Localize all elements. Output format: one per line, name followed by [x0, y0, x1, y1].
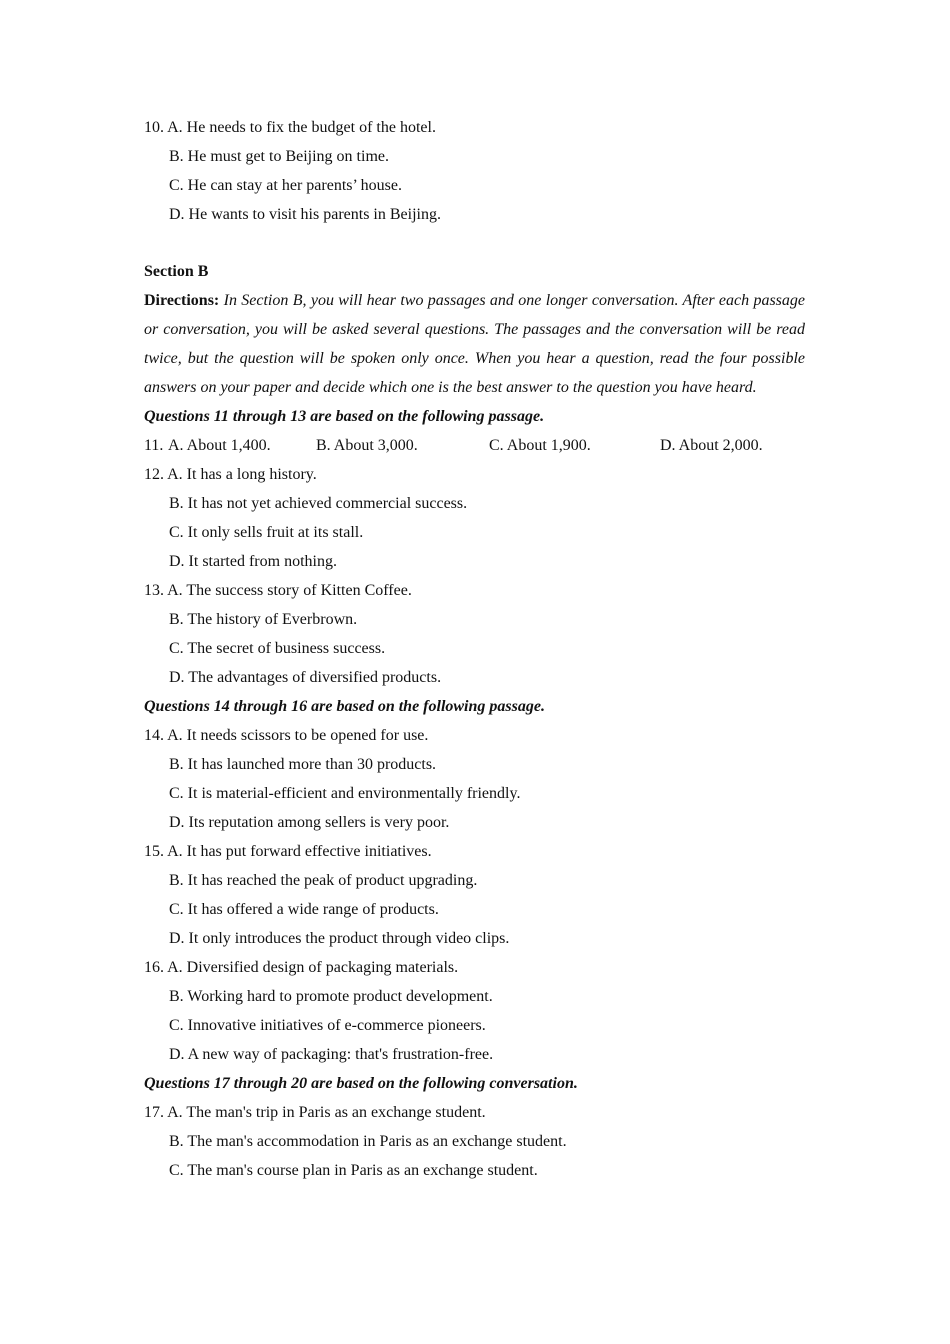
option-c: C. It is material-efficient and environmentally friendly.: [169, 785, 521, 802]
question-15: [144, 837, 805, 953]
option-d: D. The advantages of diversified products.: [169, 669, 442, 686]
option-d: D. It only introduces the product through video clips.: [169, 930, 510, 947]
directions-paragraph: [144, 286, 805, 402]
option-b: B. The man's accommodation in Paris as an exchange student.: [169, 1133, 567, 1150]
option-b: B. Working hard to promote product development.: [169, 988, 493, 1005]
option-a: A. It needs scissors to be opened for use.: [167, 727, 429, 744]
question-14: [144, 721, 805, 837]
question-13: [144, 576, 805, 692]
option-b: B. It has reached the peak of product upgrading.: [169, 872, 478, 889]
option-d: D. It started from nothing.: [169, 553, 337, 570]
option-c: C. It has offered a wide range of products.: [169, 901, 439, 918]
option-a: A. It has a long history.: [167, 466, 317, 483]
question-number: 17.: [144, 1104, 164, 1121]
question-17: [144, 1098, 805, 1185]
option-b: B. The history of Everbrown.: [169, 611, 358, 628]
option-d: D. A new way of packaging: that's frustration-free.: [169, 1046, 494, 1063]
question-number: 14.: [144, 727, 164, 744]
option-c: C. The man's course plan in Paris as an exchange student.: [169, 1162, 538, 1179]
option-c: C. It only sells fruit at its stall.: [169, 524, 364, 541]
option-a: A. The success story of Kitten Coffee.: [167, 582, 412, 599]
exam-page: [144, 113, 805, 1185]
directions-text: In Section B, you will hear two passages and one longer conversation. After each passage or conversation, you will be asked several questions. The passages and the conversation will be read twice, but the question will be spoken only once. When you hear a question, read the four possible answers on your paper and decide which one is the best answer to the question you have heard.: [144, 292, 806, 396]
question-number: 15.: [144, 843, 164, 860]
option-c: C. He can stay at her parents’ house.: [169, 177, 402, 194]
option-b: B. He must get to Beijing on time.: [169, 148, 389, 165]
question-11: [144, 431, 805, 460]
option-b: B. It has not yet achieved commercial success.: [169, 495, 468, 512]
question-number: 12.: [144, 466, 164, 483]
question-number: 13.: [144, 582, 164, 599]
section-heading: Section B: [144, 263, 209, 280]
option-d: D. Its reputation among sellers is very poor.: [169, 814, 450, 831]
group-heading: Questions 11 through 13 are based on the following passage.: [144, 408, 545, 425]
question-10: [144, 113, 805, 229]
option-a: A. It has put forward effective initiatives.: [167, 843, 432, 860]
option-b: B. It has launched more than 30 products.: [169, 756, 437, 773]
spacer: [144, 229, 805, 257]
question-number: 10.: [144, 119, 164, 136]
option-a: A. About 1,400.: [168, 437, 271, 454]
directions-label: Directions:: [144, 292, 220, 309]
question-number: 11.: [144, 437, 164, 454]
option-a: A. The man's trip in Paris as an exchange student.: [167, 1104, 486, 1121]
question-16: [144, 953, 805, 1069]
option-d: D. He wants to visit his parents in Beijing.: [169, 206, 441, 223]
option-b: B. About 3,000.: [316, 437, 418, 454]
question-option: [144, 113, 805, 142]
option-c: C. The secret of business success.: [169, 640, 386, 657]
option-d: D. About 2,000.: [660, 437, 763, 454]
question-number: 16.: [144, 959, 164, 976]
option-c: C. About 1,900.: [489, 437, 591, 454]
option-a: A. He needs to fix the budget of the hotel.: [167, 119, 436, 136]
group-heading: Questions 14 through 16 are based on the following passage.: [144, 698, 545, 715]
question-12: [144, 460, 805, 576]
option-a: A. Diversified design of packaging materials.: [167, 959, 459, 976]
option-c: C. Innovative initiatives of e-commerce pioneers.: [169, 1017, 486, 1034]
group-heading: Questions 17 through 20 are based on the following conversation.: [144, 1075, 578, 1092]
